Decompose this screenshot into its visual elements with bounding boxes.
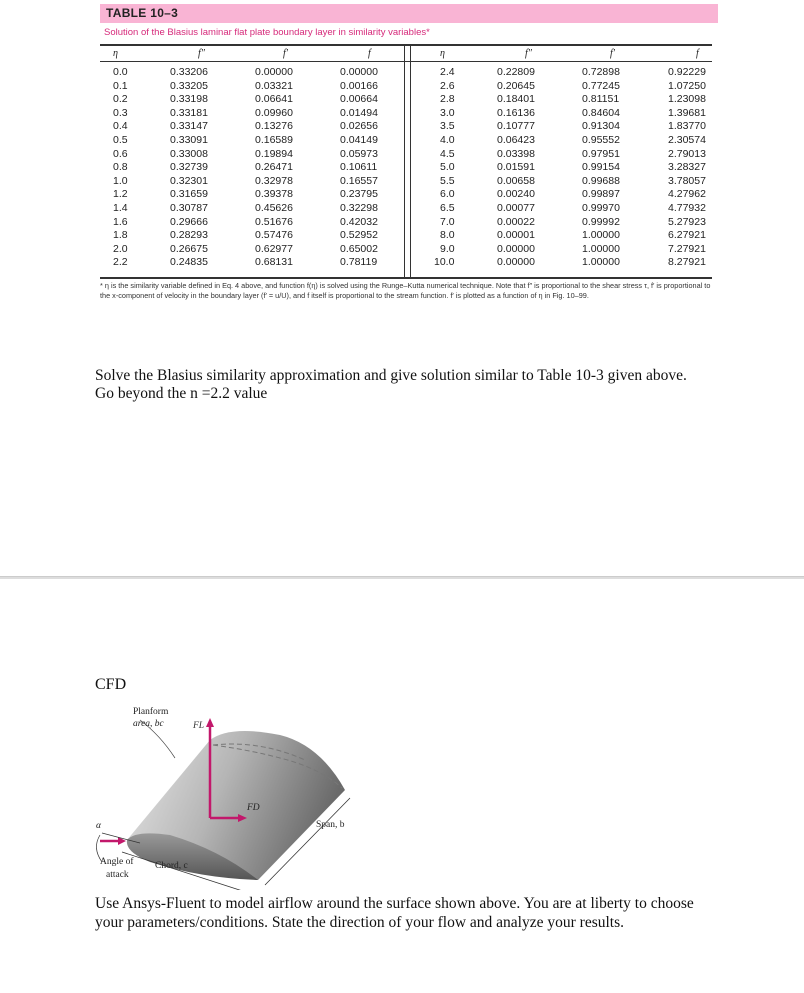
table-cell: 0.33008 bbox=[170, 147, 208, 160]
table-cell: 0.00022 bbox=[497, 215, 535, 228]
table-cell: 0.03321 bbox=[255, 79, 293, 92]
angle-of-attack-label: attack bbox=[106, 870, 129, 880]
table-cell: 0.99154 bbox=[582, 161, 620, 174]
table-cell: 0.24835 bbox=[170, 256, 208, 269]
drag-label: FD bbox=[247, 803, 260, 813]
table-cell: 2.6 bbox=[440, 79, 455, 92]
table-cell: 1.83770 bbox=[668, 120, 706, 133]
table-cell: 0.33147 bbox=[170, 120, 208, 133]
table-row bbox=[100, 161, 712, 174]
table-cell: 0.06423 bbox=[497, 134, 535, 146]
table-cell: 6.5 bbox=[440, 202, 455, 214]
table-row bbox=[100, 107, 712, 120]
section-divider bbox=[0, 576, 804, 579]
table-cell: 1.23098 bbox=[668, 93, 706, 106]
table-cell: 0.05973 bbox=[340, 147, 378, 160]
table-cell: 0.00658 bbox=[497, 174, 535, 187]
column-header: f′ bbox=[283, 48, 288, 59]
table-cell: 0.77245 bbox=[582, 79, 620, 92]
table-cell: 0.65002 bbox=[340, 242, 378, 255]
table-cell: 0.32739 bbox=[170, 161, 208, 174]
table-cell: 6.0 bbox=[440, 188, 455, 201]
table-cell: 0.33198 bbox=[170, 93, 208, 106]
table-cell: 0.00000 bbox=[255, 66, 293, 78]
table-cell: 8.0 bbox=[440, 229, 455, 242]
table-cell: 4.5 bbox=[440, 147, 455, 160]
table-cell: 0.28293 bbox=[170, 229, 208, 242]
column-header: f″ bbox=[198, 48, 205, 59]
table-cell: 1.8 bbox=[113, 229, 128, 242]
table-cell: 5.0 bbox=[440, 161, 455, 174]
table-row bbox=[100, 202, 712, 215]
angle-of-attack-label: Angle of bbox=[100, 857, 134, 867]
table-cell: 0.97951 bbox=[582, 147, 620, 160]
table-cell: 0.5 bbox=[113, 134, 128, 146]
table-cell: 0.68131 bbox=[255, 256, 293, 269]
table-cell: 0.95552 bbox=[582, 134, 620, 146]
table-cell: 7.0 bbox=[440, 215, 455, 228]
column-header: η bbox=[440, 48, 445, 59]
table-row bbox=[100, 148, 712, 161]
table-header-rule bbox=[100, 61, 712, 62]
table-cell: 0.99688 bbox=[582, 174, 620, 187]
table-cell: 0.26471 bbox=[255, 161, 293, 174]
column-header: f bbox=[368, 48, 371, 59]
table-cell: 0.32301 bbox=[170, 174, 208, 187]
table-cell: 0.19894 bbox=[255, 147, 293, 160]
cfd-question-line: your parameters/conditions. State the direction of your flow and analyze your results. bbox=[95, 914, 624, 931]
table-cell: 0.10611 bbox=[340, 161, 378, 174]
table-cell: 0.33091 bbox=[170, 134, 208, 146]
table-row bbox=[100, 256, 712, 269]
table-cell: 0.26675 bbox=[170, 242, 208, 255]
table-cell: 3.28327 bbox=[668, 161, 706, 174]
table-cell: 0.72898 bbox=[582, 66, 620, 78]
table-cell: 0.03398 bbox=[497, 147, 535, 160]
table-cell: 5.27923 bbox=[668, 215, 706, 228]
table-cell: 1.07250 bbox=[668, 79, 706, 92]
table-cell: 0.00000 bbox=[497, 242, 535, 255]
column-header: f′ bbox=[610, 48, 615, 59]
table-cell: 0.30787 bbox=[170, 202, 208, 214]
table-subtitle: Solution of the Blasius laminar flat plate boundary layer in similarity variables* bbox=[104, 27, 430, 38]
table-cell: 0.16557 bbox=[340, 174, 378, 187]
table-cell: 0.04149 bbox=[340, 134, 378, 146]
table-cell: 0.84604 bbox=[582, 106, 620, 119]
table-cell: 2.2 bbox=[113, 256, 128, 269]
table-cell: 0.00000 bbox=[340, 66, 378, 78]
table-cell: 0.92229 bbox=[668, 66, 706, 78]
table-cell: 1.39681 bbox=[668, 106, 706, 119]
table-row bbox=[100, 80, 712, 93]
table-cell: 4.77932 bbox=[668, 202, 706, 214]
table-cell: 2.30574 bbox=[668, 134, 706, 146]
column-header: η bbox=[113, 48, 118, 59]
table-cell: 1.0 bbox=[113, 174, 128, 187]
table-cell: 0.3 bbox=[113, 106, 128, 119]
table-cell: 0.16589 bbox=[255, 134, 293, 146]
table-cell: 1.00000 bbox=[582, 229, 620, 242]
table-cell: 6.27921 bbox=[668, 229, 706, 242]
table-cell: 3.0 bbox=[440, 106, 455, 119]
table-cell: 0.22809 bbox=[497, 66, 535, 78]
table-cell: 0.09960 bbox=[255, 106, 293, 119]
span-label: Span, b bbox=[316, 820, 345, 830]
table-cell: 0.0 bbox=[113, 66, 128, 78]
table-cell: 0.51676 bbox=[255, 215, 293, 228]
table-cell: 0.81151 bbox=[582, 93, 620, 106]
table-cell: 9.0 bbox=[440, 242, 455, 255]
table-cell: 0.52952 bbox=[340, 229, 378, 242]
table-cell: 0.57476 bbox=[255, 229, 293, 242]
table-cell: 0.00240 bbox=[497, 188, 535, 201]
cfd-heading: CFD bbox=[95, 676, 127, 693]
table-cell: 2.8 bbox=[440, 93, 455, 106]
table-cell: 1.00000 bbox=[582, 256, 620, 269]
table-cell: 1.00000 bbox=[582, 242, 620, 255]
table-cell: 0.00001 bbox=[497, 229, 535, 242]
table-cell: 0.4 bbox=[113, 120, 128, 133]
table-cell: 0.32298 bbox=[340, 202, 378, 214]
table-cell: 8.27921 bbox=[668, 256, 706, 269]
table-row bbox=[100, 93, 712, 106]
table-cell: 0.99897 bbox=[582, 188, 620, 201]
table-cell: 3.5 bbox=[440, 120, 455, 133]
table-cell: 4.27962 bbox=[668, 188, 706, 201]
table-cell: 0.39378 bbox=[255, 188, 293, 201]
table-row bbox=[100, 134, 712, 147]
table-cell: 0.99970 bbox=[582, 202, 620, 214]
table-cell: 0.00000 bbox=[497, 256, 535, 269]
table-cell: 1.2 bbox=[113, 188, 128, 201]
table-cell: 0.32978 bbox=[255, 174, 293, 187]
table-cell: 0.00664 bbox=[340, 93, 378, 106]
table-cell: 0.62977 bbox=[255, 242, 293, 255]
table-cell: 0.01591 bbox=[497, 161, 535, 174]
table-cell: 0.18401 bbox=[497, 93, 535, 106]
column-header: f bbox=[696, 48, 699, 59]
table-row bbox=[100, 216, 712, 229]
table-row bbox=[100, 229, 712, 242]
table-cell: 0.01494 bbox=[340, 106, 378, 119]
table-cell: 0.33206 bbox=[170, 66, 208, 78]
table-cell: 0.06641 bbox=[255, 93, 293, 106]
table-cell: 0.31659 bbox=[170, 188, 208, 201]
table-cell: 0.42032 bbox=[340, 215, 378, 228]
table-bottom-rule bbox=[100, 277, 712, 279]
table-top-rule bbox=[100, 44, 712, 46]
table-cell: 0.99992 bbox=[582, 215, 620, 228]
table-cell: 2.4 bbox=[440, 66, 455, 78]
table-cell: 0.20645 bbox=[497, 79, 535, 92]
table-cell: 0.00166 bbox=[340, 79, 378, 92]
planform-label: Planform bbox=[133, 707, 169, 717]
table-cell: 0.29666 bbox=[170, 215, 208, 228]
table-cell: 5.5 bbox=[440, 174, 455, 187]
table-cell: 0.33181 bbox=[170, 106, 208, 119]
question-line: Go beyond the n =2.2 value bbox=[95, 385, 268, 402]
table-cell: 1.6 bbox=[113, 215, 128, 228]
table-row bbox=[100, 243, 712, 256]
table-cell: 0.8 bbox=[113, 161, 128, 174]
table-footnote: * η is the similarity variable defined in Eq. 4 above, and function f(η) is solved using the Runge–Kutta numerical technique. Note that f″ is proportional to the shear stress τ, f′ is proportional to the x-component of velocity in the boundary layer (f′ = u/U), and f itself is proportional to the stream function. f′ is plotted as a function of η in Fig. 10–99. bbox=[100, 281, 711, 300]
table-cell: 1.4 bbox=[113, 202, 128, 214]
table-cell: 7.27921 bbox=[668, 242, 706, 255]
table-row bbox=[100, 175, 712, 188]
planform-label: area, bc bbox=[133, 719, 164, 729]
table-cell: 0.10777 bbox=[497, 120, 535, 133]
table-cell: 2.0 bbox=[113, 242, 128, 255]
table-cell: 0.6 bbox=[113, 147, 128, 160]
question-line: Solve the Blasius similarity approximation and give solution similar to Table 10-3 given above. bbox=[95, 367, 687, 384]
table-cell: 2.79013 bbox=[668, 147, 706, 160]
table-cell: 0.23795 bbox=[340, 188, 378, 201]
table-row bbox=[100, 188, 712, 201]
column-header: f″ bbox=[525, 48, 532, 59]
table-cell: 4.0 bbox=[440, 134, 455, 146]
lift-label: FL bbox=[193, 721, 205, 731]
table-cell: 0.1 bbox=[113, 79, 128, 92]
chord-label: Chord, c bbox=[155, 861, 188, 871]
table-cell: 0.13276 bbox=[255, 120, 293, 133]
table-title: TABLE 10–3 bbox=[106, 6, 179, 20]
table-cell: 0.45626 bbox=[255, 202, 293, 214]
cfd-question-line: Use Ansys-Fluent to model airflow around the surface shown above. You are at liberty to choose bbox=[95, 895, 694, 912]
table-cell: 0.78119 bbox=[340, 256, 378, 269]
table-header bbox=[100, 48, 712, 61]
table-cell: 0.2 bbox=[113, 93, 128, 106]
alpha-label: α bbox=[96, 821, 101, 831]
table-title-bar bbox=[100, 4, 718, 23]
table-row bbox=[100, 120, 712, 133]
table-cell: 0.33205 bbox=[170, 79, 208, 92]
table-cell: 0.91304 bbox=[582, 120, 620, 133]
table-cell: 0.02656 bbox=[340, 120, 378, 133]
table-cell: 0.00077 bbox=[497, 202, 535, 214]
table-cell: 0.16136 bbox=[497, 106, 535, 119]
table-row bbox=[100, 66, 712, 79]
table-cell: 3.78057 bbox=[668, 174, 706, 187]
table-cell: 10.0 bbox=[434, 256, 455, 269]
